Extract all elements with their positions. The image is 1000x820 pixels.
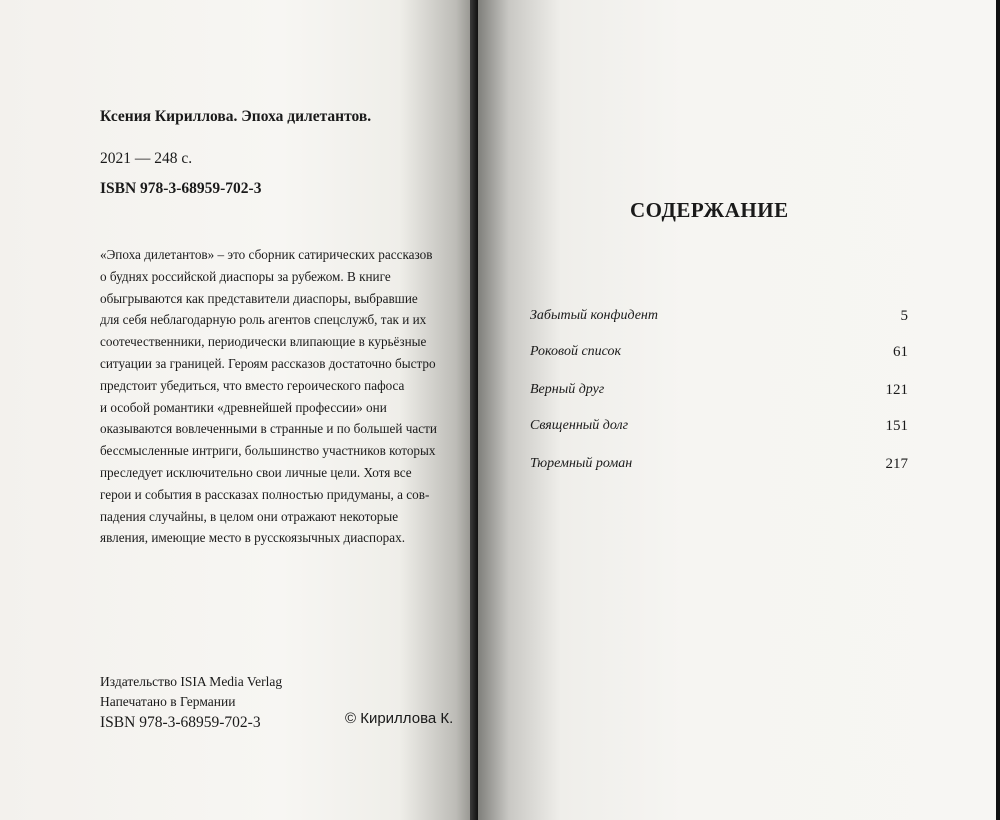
description-line: оказываются вовлеченными в странные и по большей части	[100, 421, 437, 437]
toc-item-page: 151	[885, 418, 908, 434]
pages-info: 2021 — 248 с.	[100, 150, 193, 167]
description-line: обыгрываются как представители диаспоры, выбравшие	[100, 290, 418, 306]
toc-item-page: 121	[885, 382, 908, 398]
description-line: бессмысленные интриги, большинство участников которых	[100, 443, 436, 459]
description-line: явления, имеющие место в русскоязычных диаспорах.	[100, 530, 406, 546]
description-line: преследует исключительно свои личные цели. Хотя все	[100, 464, 412, 480]
description	[100, 244, 460, 549]
toc-item-title: Священный долг	[530, 418, 629, 433]
book-spine-gutter	[470, 0, 478, 820]
toc-item-title: Роковой список	[530, 344, 622, 359]
book-header: Ксения Кириллова. Эпоха дилетантов.	[100, 108, 372, 125]
copyright: © Кириллова К.	[345, 710, 454, 727]
left-page	[0, 0, 470, 820]
toc-item[interactable]	[530, 456, 908, 478]
toc-item[interactable]	[530, 382, 908, 404]
publisher: Издательство ISIA Media Verlag	[100, 674, 283, 689]
isbn-bottom: ISBN 978-3-68959-702-3	[100, 714, 261, 731]
right-edge	[996, 0, 1000, 820]
description-line: падения случайны, в целом они отражают некоторые	[100, 508, 399, 524]
right-page	[478, 0, 996, 820]
description-line: для себя неблагодарную роль агентов спецслужб, так и их	[100, 312, 427, 328]
description-line: герои и события в рассказах полностью придуманы, а сов-	[100, 486, 430, 502]
toc-item-page: 5	[900, 308, 908, 324]
description-line: ситуации за границей. Героям рассказов достаточно быстро	[100, 355, 436, 371]
toc-title: СОДЕРЖАНИЕ	[630, 198, 789, 222]
toc-item-page: 217	[885, 456, 908, 472]
isbn-top: ISBN 978-3-68959-702-3	[100, 180, 262, 197]
description-line: «Эпоха дилетантов» – это сборник сатирических рассказов	[100, 247, 433, 262]
toc-item[interactable]	[530, 344, 908, 366]
description-line: предстоит убедиться, что вместо героического пафоса	[100, 377, 405, 393]
description-line: соотечественники, периодически влипающие в курьёзные	[100, 334, 427, 350]
description-line: и особой романтики «древнейшей профессии» они	[100, 399, 387, 415]
toc-item[interactable]	[530, 308, 908, 330]
printed-in: Напечатано в Германии	[100, 694, 236, 709]
toc-item-title: Забытый конфидент	[530, 308, 658, 323]
toc-item[interactable]	[530, 418, 908, 440]
toc-item-page: 61	[893, 344, 908, 360]
description-line: о буднях российской диаспоры за рубежом. В книге	[100, 268, 391, 284]
toc-item-title: Тюремный роман	[530, 456, 633, 471]
toc-item-title: Верный друг	[530, 382, 605, 397]
